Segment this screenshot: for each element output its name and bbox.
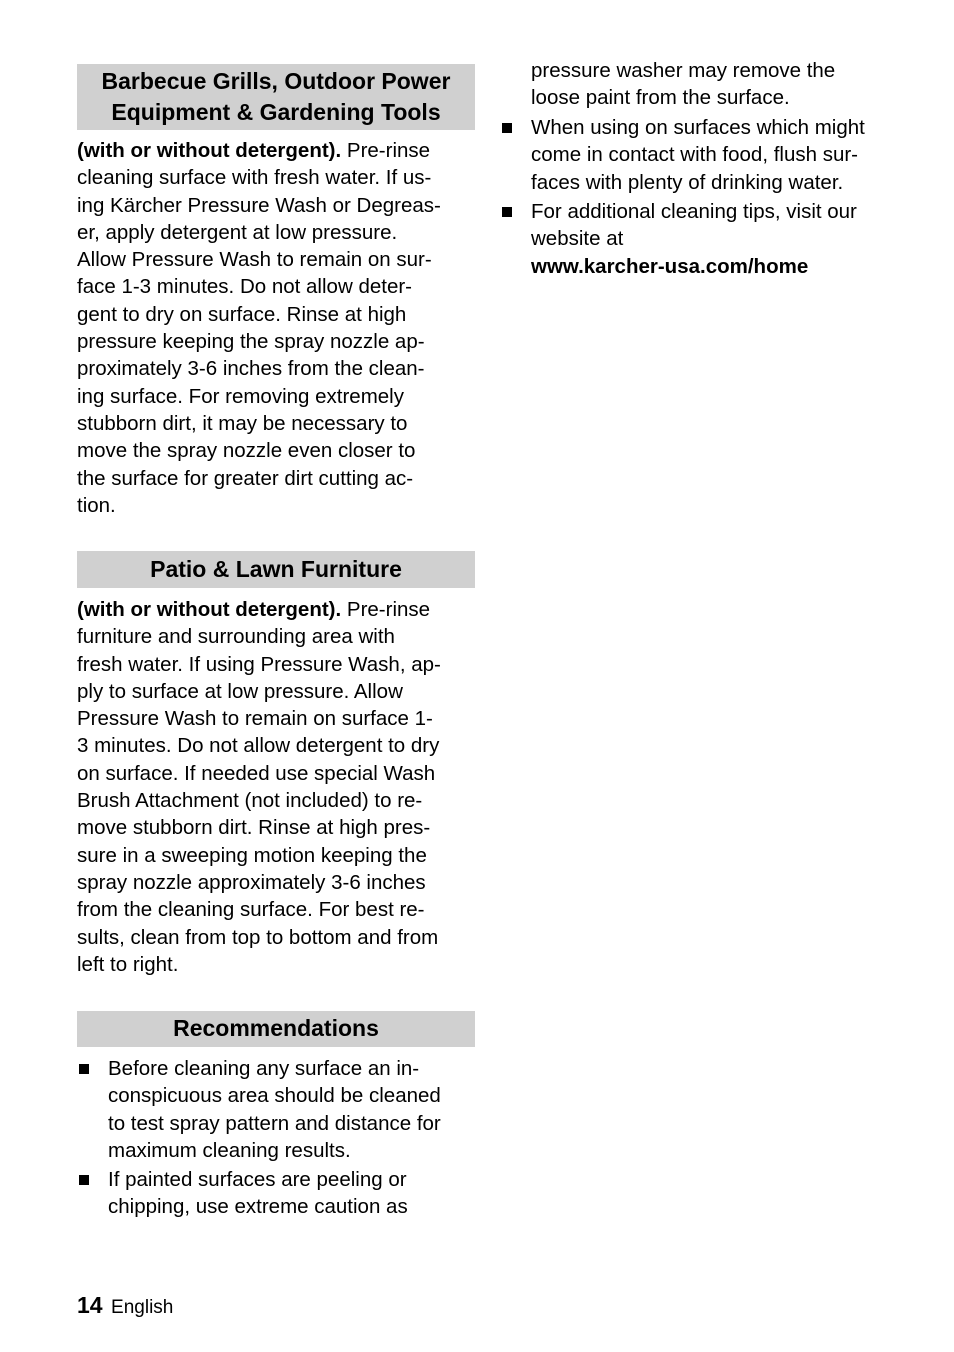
text-line: fresh water. If using Pressure Wash, ap- [77, 652, 441, 676]
text-line: ing Kärcher Pressure Wash or Degreas- [77, 193, 441, 217]
heading-line: Barbecue Grills, Outdoor Power [101, 68, 451, 94]
lead-bold: (with or without detergent). [77, 598, 342, 621]
text-line: Allow Pressure Wash to remain on sur- [77, 248, 432, 272]
paragraph-continuation [531, 57, 901, 112]
text-line: er, apply detergent at low pressure. [77, 220, 398, 244]
text-line: gent to dry on surface. Rinse at high [77, 302, 407, 326]
text-line: Pressure Wash to remain on surface 1- [77, 707, 433, 731]
text-line: left to right. [77, 952, 179, 976]
text-line: from the cleaning surface. For best re- [77, 898, 425, 922]
heading-line: Patio & Lawn Furniture [150, 556, 402, 582]
text-line: move the spray nozzle even closer to [77, 439, 416, 463]
square-bullet-icon [502, 207, 512, 217]
website-link[interactable]: www.karcher-usa.com/home [531, 254, 809, 278]
text-line: If painted surfaces are peeling or [108, 1168, 407, 1191]
text-line: conspicuous area should be cleaned [108, 1084, 441, 1108]
text-line: cleaning surface with fresh water. If us- [77, 166, 432, 190]
text-line [77, 596, 475, 623]
bullet-item [500, 114, 900, 197]
text-line: ply to surface at low pressure. Allow [77, 679, 403, 703]
text-line: Brush Attachment (not included) to re- [77, 789, 423, 813]
text-line: face 1-3 minutes. Do not allow deter- [77, 275, 412, 299]
square-bullet-icon [79, 1175, 89, 1185]
bullet-item [500, 198, 900, 282]
paragraph-patio [77, 596, 475, 978]
page-number: 14 [77, 1292, 103, 1318]
text-line: on surface. If needed use special Wash [77, 761, 436, 785]
text-line: furniture and surrounding area with [77, 625, 395, 649]
heading-patio-lawn-furniture [77, 551, 475, 588]
heading-line: Recommendations [173, 1015, 379, 1041]
text-line: faces with plenty of drinking water. [531, 170, 844, 194]
text-line: stubborn dirt, it may be necessary to [77, 411, 408, 435]
text-run: Pre-rinse [341, 598, 431, 621]
text-line: proximately 3-6 inches from the clean- [77, 357, 425, 381]
heading-recommendations [77, 1011, 475, 1047]
square-bullet-icon [502, 123, 512, 133]
language-label: English [111, 1297, 174, 1318]
text-line: come in contact with food, flush sur- [531, 143, 859, 167]
text-line: For additional cleaning tips, visit our [531, 200, 857, 223]
text-line: 3 minutes. Do not allow detergent to dry [77, 734, 440, 758]
text-line: spray nozzle approximately 3-6 inches [77, 870, 426, 894]
text-line: pressure keeping the spray nozzle ap- [77, 330, 425, 354]
text-line: move stubborn dirt. Rinse at high pres- [77, 816, 431, 840]
bullet-item [77, 1055, 475, 1165]
bullet-text [531, 198, 901, 280]
heading-barbecue-grills [77, 64, 475, 130]
bullet-item [77, 1166, 475, 1222]
bullet-text [108, 1166, 478, 1221]
text-line: Before cleaning any surface an in- [108, 1057, 420, 1080]
paragraph-barbecue [77, 137, 475, 519]
heading-line: Equipment & Gardening Tools [111, 99, 441, 125]
bullet-text [108, 1055, 478, 1164]
square-bullet-icon [79, 1064, 89, 1074]
text-line: the surface for greater dirt cutting ac- [77, 466, 414, 490]
text-line: maximum cleaning results. [108, 1138, 351, 1162]
text-line: sure in a sweeping motion keeping the [77, 843, 427, 867]
text-line [77, 137, 475, 164]
text-line: to test spray pattern and distance for [108, 1111, 441, 1135]
text-line: loose paint from the surface. [531, 86, 790, 110]
bullet-text [531, 114, 901, 196]
text-line: website at [531, 227, 624, 251]
text-line: tion. [77, 493, 116, 517]
text-line: ing surface. For removing extremely [77, 384, 404, 408]
page-footer [77, 1292, 173, 1319]
text-line: chipping, use extreme caution as [108, 1195, 408, 1219]
text-line: When using on surfaces which might [531, 116, 865, 139]
text-line: sults, clean from top to bottom and from [77, 925, 439, 949]
lead-bold: (with or without detergent). [77, 139, 342, 162]
text-run: Pre-rinse [341, 139, 431, 162]
text-line: pressure washer may remove the [531, 59, 836, 82]
